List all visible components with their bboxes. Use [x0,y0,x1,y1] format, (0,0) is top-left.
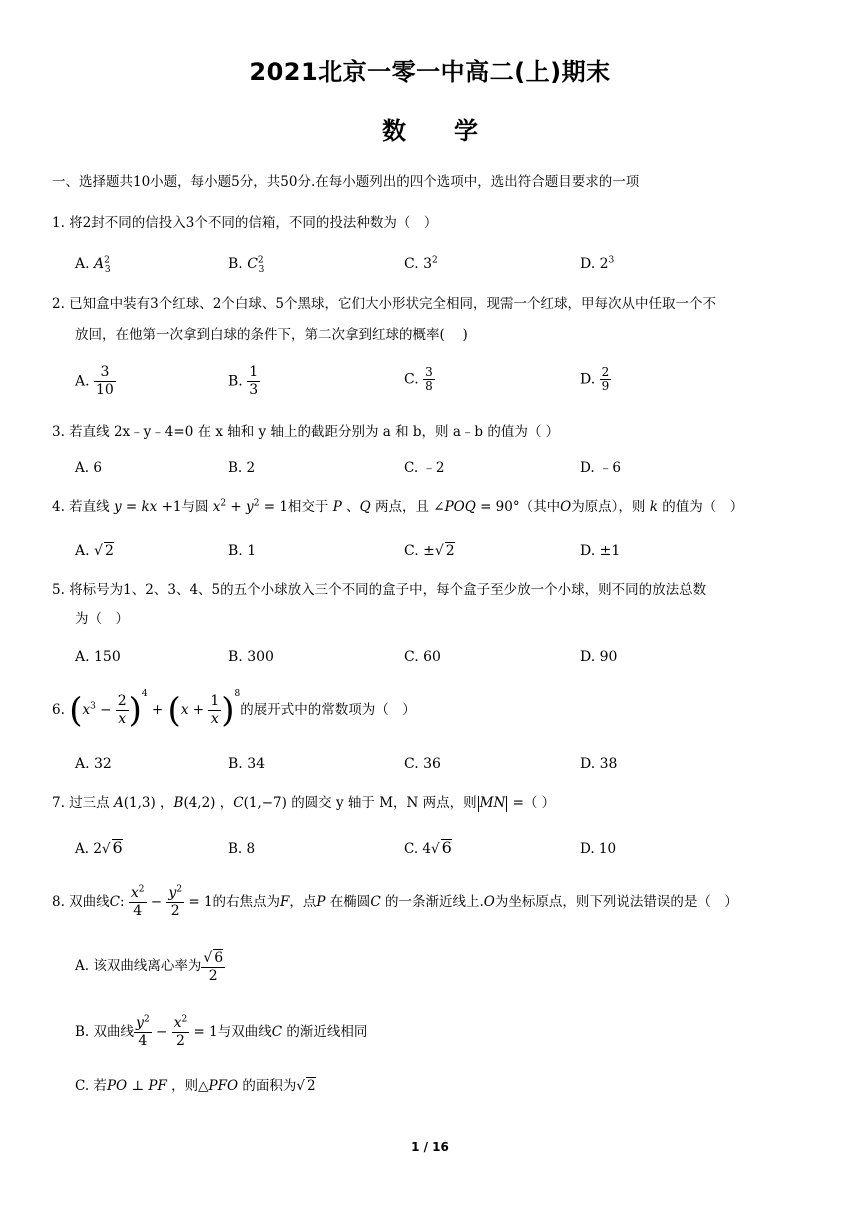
q1-option-a: A. $A^2_3$ [75,255,111,275]
q7-option-a: A. 2√ 6 [75,838,123,857]
q8-option-c: C. 若PO ⊥ PF ，则△PFO 的面积为√ 2 [75,1078,316,1094]
q3-option-b: B. 2 [228,460,256,476]
q5-option-a: A. 150 [75,649,121,665]
q2-option-a: A. $\frac{3}{10}$ [75,364,114,398]
q5-option-d: D. 90 [580,649,618,665]
q4-option-a: A. √ 2 [75,543,114,559]
question-4: 4. 若直线 y = kx +1与圆 $x^2 + y^2 = 1$相交于 P 、Q 两点，且 ∠POQ = 90°（其中O为原点），则 k 的值为（ ） [52,498,744,515]
question-6: 6. ($x^3$ − $\frac{2}{x}$ )$^4$ + (x + $\frac{1}{x}$ )$^8$的展开式中的常数项为（ ） [52,689,416,731]
section-heading: 一、选择题共10小题，每小题5分，共50分.在每小题列出的四个选项中，选出符合题目要求的一项 [52,174,640,190]
q4-option-b: B. 1 [228,543,257,559]
q8-option-a: A. 该双曲线离心率为 $\frac{√ 6}{2}$ [75,949,224,984]
question-8: 8. 双曲线C: $\frac{x^2}{4}$ − $\frac{y^2}{2}$ = 1的右焦点为F，点P 在椭圆C 的一条渐近线上.O为坐标原点，则下列说法错误的是（ ） [52,884,738,919]
q6-option-a: A. 32 [75,756,112,772]
question-1: 1. 将2封不同的信投入3个不同的信箱，不同的投法种数为（ ） [52,215,438,231]
q4-option-d: D. ±1 [580,543,621,559]
q3-option-c: C. ﹣2 [404,460,445,476]
question-5-line-2: 为（ ） [75,611,129,627]
q7-option-b: B. 8 [228,841,256,857]
q2-option-c: C. $\frac{3}{8}$ [404,365,433,393]
q8-option-b: B. 双曲线 $\frac{y^2}{4}$ − $\frac{x^2}{2}$ = 1与双曲线C 的渐近线相同 [75,1014,368,1049]
question-2-line-2: 放回，在他第一次拿到白球的条件下，第二次拿到红球的概率( ) [75,327,468,343]
q4-option-c: C. ±√ 2 [404,543,455,559]
q1-option-d: D. $2^3$ [580,255,615,272]
q7-option-d: D. 10 [580,841,617,857]
q7-option-c: C. 4√ 6 [404,838,452,857]
q1-option-b: B. $C^2_3$ [228,255,265,275]
q2-option-d: D. $\frac{2}{9}$ [580,365,610,393]
q5-option-c: C. 60 [404,649,441,665]
q5-option-b: B. 300 [228,649,274,665]
question-5-line-1: 5. 将标号为1、2、3、4、5的五个小球放入三个不同的盒子中，每个盒子至少放一个小球，则不同的放法总数 [52,582,707,598]
question-3: 3. 若直线 2x﹣y﹣4=0 在 x 轴和 y 轴上的截距分别为 a 和 b，则 a﹣b 的值为（ ） [52,424,560,440]
question-7: 7. 过三点 A(1,3) ，B(4,2) ，C(1,−7) 的圆交 y 轴于 M，N 两点，则 MN =（ ） [52,795,556,811]
q6-option-b: B. 34 [228,756,266,772]
question-2-line-1: 2. 已知盒中装有3个红球、2个白球、5个黑球，它们大小形状完全相同，现需一个红球，甲每次从中任取一个不 [52,296,716,312]
q6-option-d: D. 38 [580,756,618,772]
q3-option-a: A. 6 [75,460,102,476]
q3-option-d: D. ﹣6 [580,460,622,476]
subject-title: 数 学 [382,117,478,145]
page-title: 2021北京一零一中高二(上)期末 [249,58,611,86]
q1-option-c: C. $3^2$ [404,255,438,272]
q6-option-c: C. 36 [404,756,441,772]
q2-option-b: B. $\frac{1}{3}$ [228,364,259,398]
page-number: 1 / 16 [411,1140,449,1154]
